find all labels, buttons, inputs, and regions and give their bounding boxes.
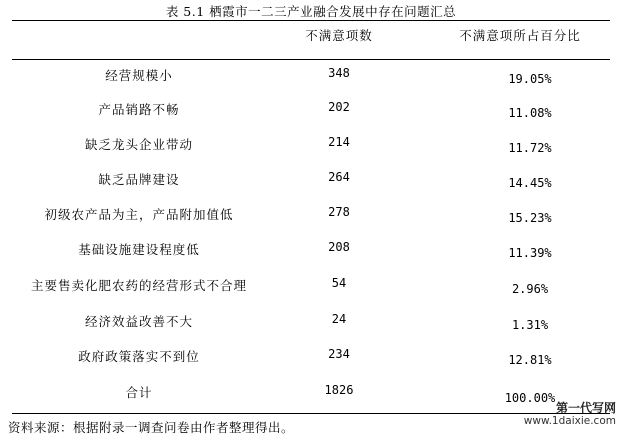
row-count: 214 [328, 135, 350, 149]
table-row [0, 100, 622, 120]
table-row [0, 66, 622, 86]
row-count: 54 [331, 276, 347, 290]
row-count: 234 [328, 347, 350, 361]
source-note: 资料来源：根据附录一调查问卷由作者整理得出。 [8, 420, 295, 435]
row-item: 产品销路不畅 [98, 102, 180, 117]
watermark-url: www.1daixie.com [523, 415, 616, 427]
row-percent: 11.39% [508, 246, 552, 260]
row-percent: 15.23% [508, 211, 552, 225]
row-percent: 14.45% [508, 176, 552, 190]
row-count: 348 [328, 66, 350, 80]
row-item: 经营规模小 [105, 68, 173, 83]
table-row [0, 276, 622, 296]
row-percent: 100.00% [504, 391, 556, 405]
row-percent: 1.31% [511, 318, 549, 332]
table-top-rule [12, 20, 610, 21]
row-item: 经济效益改善不大 [84, 314, 193, 329]
table-caption: 表 5.1 栖霞市一二三产业融合发展中存在问题汇总 [165, 4, 457, 19]
row-percent: 11.08% [508, 106, 552, 120]
row-count: 202 [328, 100, 350, 114]
watermark [524, 402, 616, 428]
row-count: 264 [328, 170, 350, 184]
row-percent: 2.96% [511, 282, 549, 296]
watermark-name: 第一代写网 [555, 401, 616, 415]
row-item: 合计 [125, 385, 153, 400]
table-row [0, 347, 622, 367]
row-count: 208 [328, 240, 350, 254]
row-item: 基础设施建设程度低 [78, 242, 200, 257]
row-count: 278 [328, 205, 350, 219]
table-row-total [0, 383, 622, 403]
row-item: 政府政策落实不到位 [78, 349, 200, 364]
row-count: 1826 [324, 383, 354, 397]
table-header-rule [12, 59, 610, 60]
header-count: 不满意项数 [305, 28, 373, 43]
row-item: 初级农产品为主，产品附加值低 [44, 207, 234, 222]
table-row [0, 170, 622, 190]
row-item: 缺乏品牌建设 [98, 172, 180, 187]
row-item: 主要售卖化肥农药的经营形式不合理 [30, 278, 247, 293]
header-percent: 不满意项所占百分比 [459, 28, 581, 43]
row-percent: 12.81% [508, 353, 552, 367]
row-count: 24 [331, 312, 347, 326]
table-row [0, 135, 622, 155]
row-percent: 19.05% [508, 72, 552, 86]
row-item: 缺乏龙头企业带动 [84, 137, 193, 152]
table-bottom-rule [12, 413, 610, 414]
table-row [0, 240, 622, 260]
table-row [0, 205, 622, 225]
row-percent: 11.72% [508, 141, 552, 155]
table-row [0, 312, 622, 332]
